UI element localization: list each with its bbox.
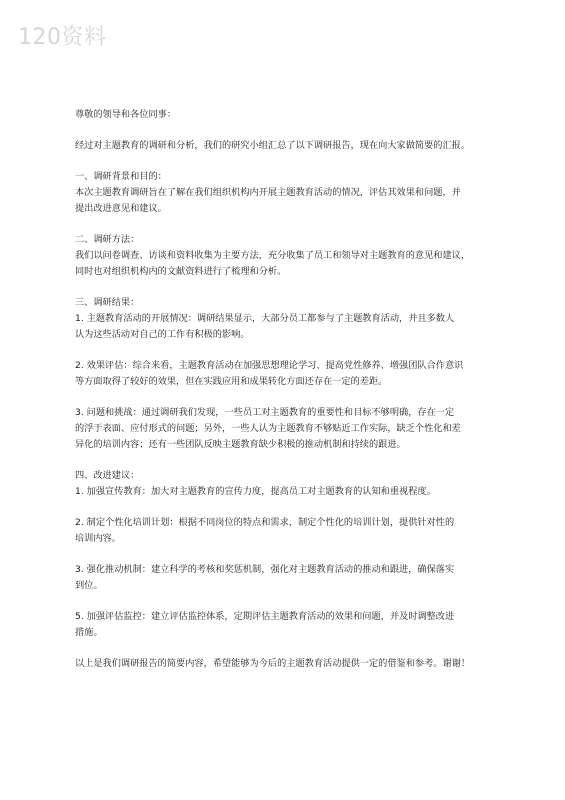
list-item-line: 1. 加强宣传教育：加大对主题教育的宣传力度，提高员工对主题教育的认知和重视程度。 <box>75 486 436 497</box>
section-background <box>75 169 507 217</box>
list-item-line: 1. 主题教育活动的开展情况：调研结果显示，大部分员工都参与了主题教育活动，并且多数人 <box>75 313 455 324</box>
list-item-line: 措施。 <box>75 627 103 638</box>
closing-paragraph: 以上是我们调研报告的简要内容，希望能够为今后的主题教育活动提供一定的借鉴和参考。谢谢！ <box>75 658 471 669</box>
list-item-line: 等方面取得了较好的效果，但在实践应用和成果转化方面还存在一定的差距。 <box>75 376 388 387</box>
watermark-logo: 120资料 <box>18 25 107 50</box>
intro-paragraph: 经过对主题教育的调研和分析，我们的研究小组汇总了以下调研报告，现在向大家做简要的汇报。 <box>75 140 471 151</box>
paragraph-line: 同时也对组织机构内的文献资料进行了梳理和分析。 <box>75 266 287 277</box>
list-item-line: 异化的培训内容；还有一些团队反映主题教育缺少积极的推动机制和持续的跟进。 <box>75 439 406 450</box>
list-item-line: 认为这些活动对自己的工作有积极的影响。 <box>75 329 250 340</box>
greeting: 尊敬的领导和各位同事： <box>75 109 177 120</box>
list-item-line: 的浮于表面、应付形式的问题；另外，一些人认为主题教育不够贴近工作实际，缺乏个性化和差 <box>75 423 461 434</box>
paragraph-line: 本次主题教育调研旨在了解在我们组织机构内开展主题教育活动的情况，评估其效果和问题，并 <box>75 187 461 198</box>
section-method <box>75 232 507 280</box>
list-item-line: 2. 制定个性化培训计划：根据不同岗位的特点和需求，制定个性化的培训计划，提供针对性的 <box>75 517 455 528</box>
section-title: 三、调研结果： <box>75 297 140 308</box>
section-title: 一、调研背景和目的： <box>75 171 167 182</box>
section-title: 二、调研方法： <box>75 234 140 245</box>
list-item-line: 5. 加强评估监控：建立评估监控体系，定期评估主题教育活动的效果和问题，并及时调整改进 <box>75 611 455 622</box>
section-results <box>75 295 507 453</box>
paragraph-line: 提出改进意见和建议。 <box>75 203 167 214</box>
list-item-line: 2. 效果评估：综合来看，主题教育活动在加强思想理论学习、提高党性修养、增强团队合作意识 <box>75 360 464 371</box>
section-suggestions <box>75 468 507 641</box>
list-item-line: 培训内容。 <box>75 533 121 544</box>
section-title: 四、改进建议： <box>75 470 140 481</box>
document-body <box>75 107 507 672</box>
paragraph-line: 我们以问卷调查、访谈和资料收集为主要方法，充分收集了员工和领导对主题教育的意见和建议， <box>75 250 471 261</box>
list-item-line: 3. 强化推动机制：建立科学的考核和奖惩机制，强化对主题教育活动的推动和跟进，确保落实 <box>75 564 455 575</box>
list-item-line: 3. 问题和挑战：通过调研我们发现，一些员工对主题教育的重要性和目标不够明确，存在一定 <box>75 407 455 418</box>
list-item-line: 到位。 <box>75 580 103 591</box>
